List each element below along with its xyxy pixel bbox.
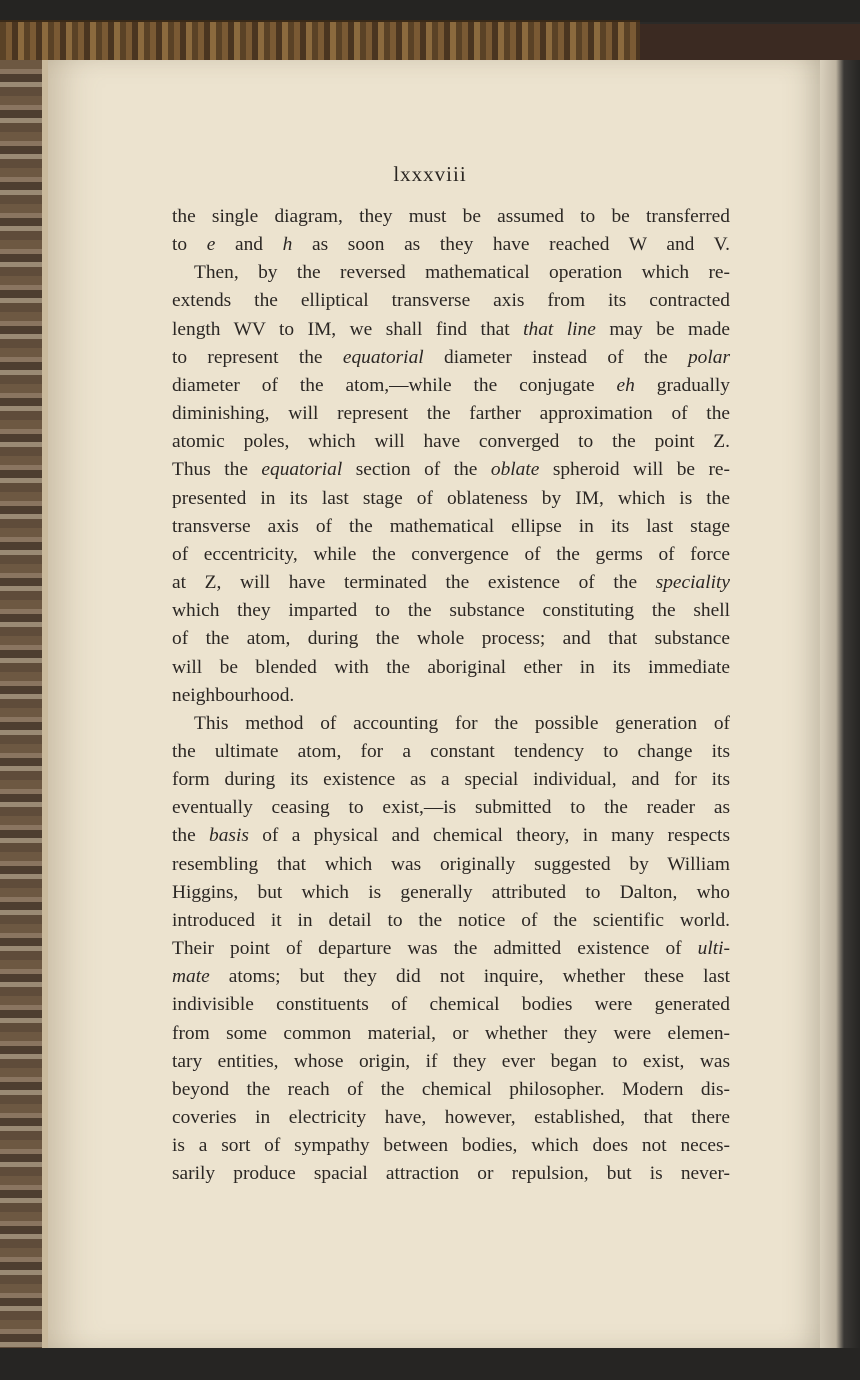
text-line: form during its existence as a special individual, and for its xyxy=(172,769,730,791)
italic-term: basis xyxy=(209,825,249,847)
text-line: resembling that which was originally suggested by William xyxy=(172,853,730,875)
text-line: the ultimate atom, for a constant tendency to change its xyxy=(172,740,730,762)
bottom-shadow xyxy=(0,1348,860,1380)
text-line: of eccentricity, while the convergence of the germs of force xyxy=(172,543,730,565)
text-line: introduced it in detail to the notice of the scientific world. xyxy=(172,909,730,931)
text-line: presented in its last stage of oblateness by IM, which is the xyxy=(172,487,730,509)
text-line: is a sort of sympathy between bodies, which does not neces- xyxy=(172,1135,730,1157)
text-line: to e and h as soon as they have reached W and V. xyxy=(172,234,730,256)
italic-term: that line xyxy=(523,318,596,340)
text-line: Then, by the reversed mathematical operation which re- xyxy=(194,262,730,284)
marbled-page-edge xyxy=(0,60,48,1350)
body-text xyxy=(172,203,730,1188)
italic-term: ulti- xyxy=(697,938,730,960)
text-line: of the atom, during the whole process; and that substance xyxy=(172,628,730,650)
top-shadow xyxy=(0,0,860,22)
text-line: from some common material, or whether they were elemen- xyxy=(172,1022,730,1044)
text-line: will be blended with the aboriginal ether in its immediate xyxy=(172,656,730,678)
text-line: coveries in electricity have, however, established, that there xyxy=(172,1107,730,1128)
text-line: tary entities, whose origin, if they ever began to exist, was xyxy=(172,1050,730,1072)
italic-term: oblate xyxy=(490,459,540,481)
text-line: extends the elliptical transverse axis from its contracted xyxy=(172,290,730,312)
italic-term: speciality xyxy=(655,572,730,594)
paragraph xyxy=(172,203,730,259)
binding-edge xyxy=(640,24,860,60)
text-line: transverse axis of the mathematical ellipse in its last stage xyxy=(172,515,730,537)
text-line: sarily produce spacial attraction or repulsion, but is never- xyxy=(172,1163,730,1185)
text-line: indivisible constituents of chemical bodies were generated xyxy=(172,994,730,1016)
text-line: at Z, will have terminated the existence of the speciality xyxy=(172,572,730,594)
text-line: This method of accounting for the possible generation of xyxy=(194,712,730,734)
text-line: to represent the equatorial diameter instead of the polar xyxy=(172,346,730,368)
italic-term: equatorial xyxy=(342,346,424,368)
binding-ornament xyxy=(0,20,640,65)
text-line: Thus the equatorial section of the oblate spheroid will be re- xyxy=(172,459,730,481)
text-line: Their point of departure was the admitted existence of ulti- xyxy=(172,938,730,960)
paragraph xyxy=(172,710,730,1189)
text-line: diameter of the atom,—while the conjugate eh gradually xyxy=(172,374,731,396)
italic-term: polar xyxy=(687,346,730,368)
text-line: mate atoms; but they did not inquire, whether these last xyxy=(172,966,730,988)
text-line: atomic poles, which will have converged to the point Z. xyxy=(172,431,730,453)
page-number: lxxxviii xyxy=(393,162,467,186)
page-gutter-right xyxy=(820,60,860,1360)
text-line: beyond the reach of the chemical philosopher. Modern dis- xyxy=(172,1078,730,1100)
text-line: length WV to IM, we shall find that that line may be made xyxy=(172,318,730,340)
text-line: which they imparted to the substance constituting the shell xyxy=(172,600,730,622)
paragraph xyxy=(172,259,730,710)
italic-term: eh xyxy=(616,374,635,396)
text-line: neighbourhood. xyxy=(172,684,295,706)
text-line: diminishing, will represent the farther approximation of the xyxy=(172,403,730,425)
italic-term: equatorial xyxy=(261,459,343,481)
italic-term: h xyxy=(282,234,293,256)
text-line: Higgins, but which is generally attributed to Dalton, who xyxy=(172,881,730,903)
italic-term: mate xyxy=(172,966,210,988)
text-line: the single diagram, they must be assumed to be transferred xyxy=(172,206,730,227)
text-line: the basis of a physical and chemical theory, in many respects xyxy=(172,825,730,847)
italic-term: e xyxy=(206,234,216,256)
text-line: eventually ceasing to exist,—is submitted to the reader as xyxy=(172,797,730,819)
